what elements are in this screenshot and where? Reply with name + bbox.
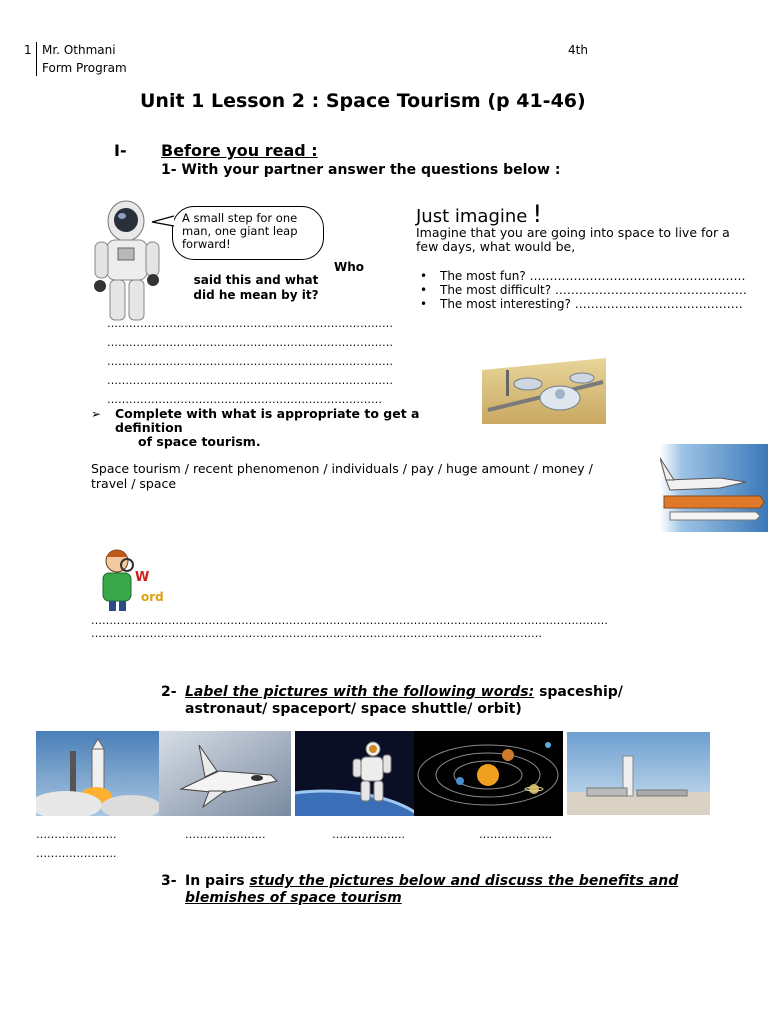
label-line[interactable]: ………………….	[36, 828, 117, 841]
task-two-number: 2-	[161, 684, 177, 700]
imagine-list	[416, 269, 756, 311]
answer-line[interactable]: ……………………………………………………………………	[107, 317, 393, 330]
answer-line[interactable]: …………………………………………………………………	[107, 393, 382, 406]
task-one-instruction: 1- With your partner answer the questions below :	[161, 162, 561, 178]
task-three-prefix: In pairs	[185, 873, 250, 889]
answer-line[interactable]: ……………………………………………………………………	[107, 336, 393, 349]
complete-task-line3: of space tourism.	[138, 434, 261, 449]
page-title: Unit 1 Lesson 2 : Space Tourism (p 41-46)	[140, 90, 586, 112]
grade-label: 4th	[568, 43, 588, 57]
answer-line[interactable]: ……………………………………………………………………	[107, 374, 393, 387]
spaceship-image	[159, 731, 291, 816]
label-line[interactable]: ………………….	[36, 847, 117, 860]
imagine-item: • The most difficult? …………………………………………	[416, 283, 756, 297]
solar-system-image	[414, 731, 563, 816]
svg-text:W: W	[135, 570, 150, 585]
svg-text:ord: ord	[141, 590, 164, 604]
imagine-bang: !	[532, 200, 543, 228]
imagine-text: Imagine that you are going into space to live for a few days, what would be,	[416, 225, 730, 254]
task-two-words2: astronaut/ spaceport/ space shuttle/ orbit)	[185, 701, 522, 717]
label-line[interactable]: ………………….	[185, 828, 266, 841]
who-word: Who	[334, 260, 365, 274]
imagine-title: Just imagine	[416, 206, 528, 227]
imagine-title-wrap	[416, 200, 542, 228]
program-name: Form Program	[42, 61, 127, 75]
section-numeral: I-	[114, 141, 127, 160]
label-line[interactable]: ………………..	[479, 828, 552, 841]
teacher-name: Mr. Othmani	[42, 43, 116, 57]
task-three-instruction1: study the pictures below and discuss the benefits and	[249, 873, 679, 889]
definition-line[interactable]: ……………………………………………………………………………………………………………	[91, 627, 542, 640]
shuttle-image	[660, 444, 768, 532]
spaceport-tower-image	[567, 732, 710, 815]
word-list: Space tourism / recent phenomenon / individuals / pay / huge amount / money / travel / space	[91, 461, 593, 491]
arrow-bullet-icon: ➢	[91, 407, 102, 421]
task-three-number: 3-	[161, 873, 177, 889]
task-two-line1	[185, 684, 623, 700]
imagine-item: • The most fun? ………………………………………………	[416, 269, 756, 283]
task-three-instruction2: blemishes of space tourism	[185, 890, 402, 906]
who-question: said this and what did he mean by it?	[193, 273, 319, 302]
definition-lines	[91, 614, 676, 640]
section-heading: Before you read :	[161, 141, 318, 160]
bubble-tail	[150, 214, 176, 228]
complete-task-line2: definition	[115, 420, 183, 435]
label-line[interactable]: ………………..	[332, 828, 405, 841]
spaceport-image	[478, 340, 610, 428]
complete-task-line1: Complete with what is appropriate to get a	[115, 406, 420, 421]
launch-image	[36, 731, 159, 816]
answer-lines	[107, 314, 412, 409]
astronaut-earth-image	[295, 731, 414, 816]
header-divider	[36, 42, 37, 76]
quote-text: A small step for one man, one giant leap forward!	[182, 211, 298, 251]
task-two-words1: spaceship/	[534, 684, 623, 700]
definition-line[interactable]: ……………………………………………………………………………………………………………………………	[91, 614, 608, 627]
page-number: 1	[24, 43, 32, 57]
task-two-instruction: Label the pictures with the following words:	[185, 684, 535, 700]
imagine-item: • The most interesting? ……………………………………	[416, 297, 756, 311]
answer-line[interactable]: ……………………………………………………………………	[107, 355, 393, 368]
word-boy-image	[95, 545, 177, 611]
quote-bubble	[172, 206, 324, 260]
task-three-line1	[185, 873, 678, 889]
